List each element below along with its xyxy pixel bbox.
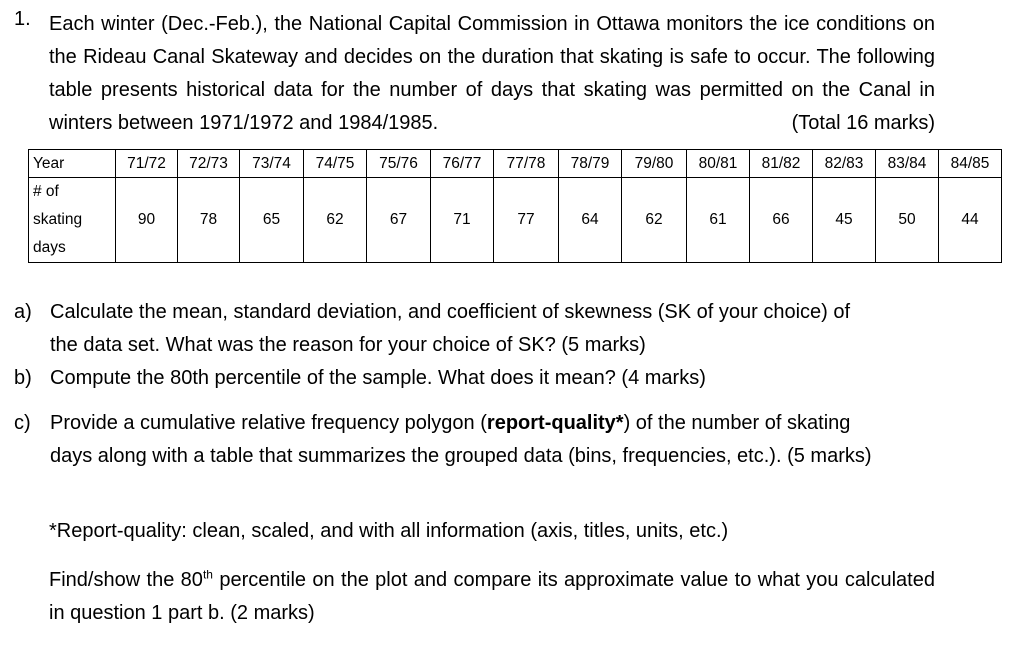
days-cell: 50 <box>876 178 939 263</box>
days-cell: 71 <box>431 178 494 263</box>
report-quality-bold: report-quality* <box>486 412 624 434</box>
year-cell: 82/83 <box>813 150 876 178</box>
days-header-line: days <box>33 239 66 256</box>
part-b-label: b) <box>14 367 32 389</box>
days-row-header <box>29 178 116 263</box>
year-cell: 72/73 <box>178 150 240 178</box>
year-cell: 77/78 <box>494 150 559 178</box>
year-cell: 84/85 <box>939 150 1002 178</box>
part-b-text: Compute the 80th percentile of the sample. What does it mean? (4 marks) <box>50 367 706 389</box>
days-cell: 45 <box>813 178 876 263</box>
year-cell: 73/74 <box>240 150 304 178</box>
question-number: 1. <box>14 8 31 30</box>
days-cell: 90 <box>116 178 178 263</box>
final-instruction <box>49 564 935 630</box>
days-cell: 67 <box>367 178 431 263</box>
question-intro <box>49 8 935 140</box>
total-marks: (Total 16 marks) <box>791 112 935 134</box>
days-cell: 64 <box>559 178 622 263</box>
year-cell: 75/76 <box>367 150 431 178</box>
days-cell: 66 <box>750 178 813 263</box>
days-header-line: # of <box>33 183 59 200</box>
days-cell: 62 <box>304 178 367 263</box>
final-pre: Find/show the 80 <box>49 569 203 591</box>
report-quality-note: *Report-quality: clean, scaled, and with all information (axis, titles, units, etc.) <box>49 520 729 542</box>
part-a-text: Calculate the mean, standard deviation, and coefficient of skewness (SK of your choice) of the data set. What was the reason for your choice of SK? (5 marks) <box>50 301 851 356</box>
question-intro-text: Each winter (Dec.-Feb.), the National Capital Commission in Ottawa monitors the ice conditions on the Rideau Canal Skateway and decides on the duration that skating is safe to occur. The following table presents historical data for the number of days that skating was permitted on the Canal in winters between 1971/1972 and 1984/1985. <box>49 13 935 134</box>
days-cell: 62 <box>622 178 687 263</box>
year-cell: 76/77 <box>431 150 494 178</box>
days-cell: 65 <box>240 178 304 263</box>
year-cell: 71/72 <box>116 150 178 178</box>
part-a-label: a) <box>14 301 32 323</box>
days-cell: 61 <box>687 178 750 263</box>
year-cell: 74/75 <box>304 150 367 178</box>
year-cell: 83/84 <box>876 150 939 178</box>
year-cell: 78/79 <box>559 150 622 178</box>
final-post: percentile on the plot and compare its approximate value to what you calculated in question 1 part b. (2 marks) <box>49 569 935 624</box>
days-row <box>29 178 1002 263</box>
days-cell: 77 <box>494 178 559 263</box>
days-cell: 78 <box>178 178 240 263</box>
days-cell: 44 <box>939 178 1002 263</box>
days-header-line: skating <box>33 211 83 228</box>
final-sup: th <box>202 567 213 582</box>
year-cell: 79/80 <box>622 150 687 178</box>
year-cell: 81/82 <box>750 150 813 178</box>
year-cell: 80/81 <box>687 150 750 178</box>
year-row-header: Year <box>29 150 116 178</box>
year-row <box>29 150 1002 178</box>
part-c-text <box>50 407 880 473</box>
skating-days-table <box>28 149 1002 263</box>
part-c-label: c) <box>14 412 31 434</box>
part-c-text-post: ) of the number of skating days along with a table that summarizes the grouped data (bins, frequencies, etc.). (5 marks) <box>50 412 872 467</box>
part-c-text-pre: Provide a cumulative relative frequency polygon ( <box>50 412 487 434</box>
